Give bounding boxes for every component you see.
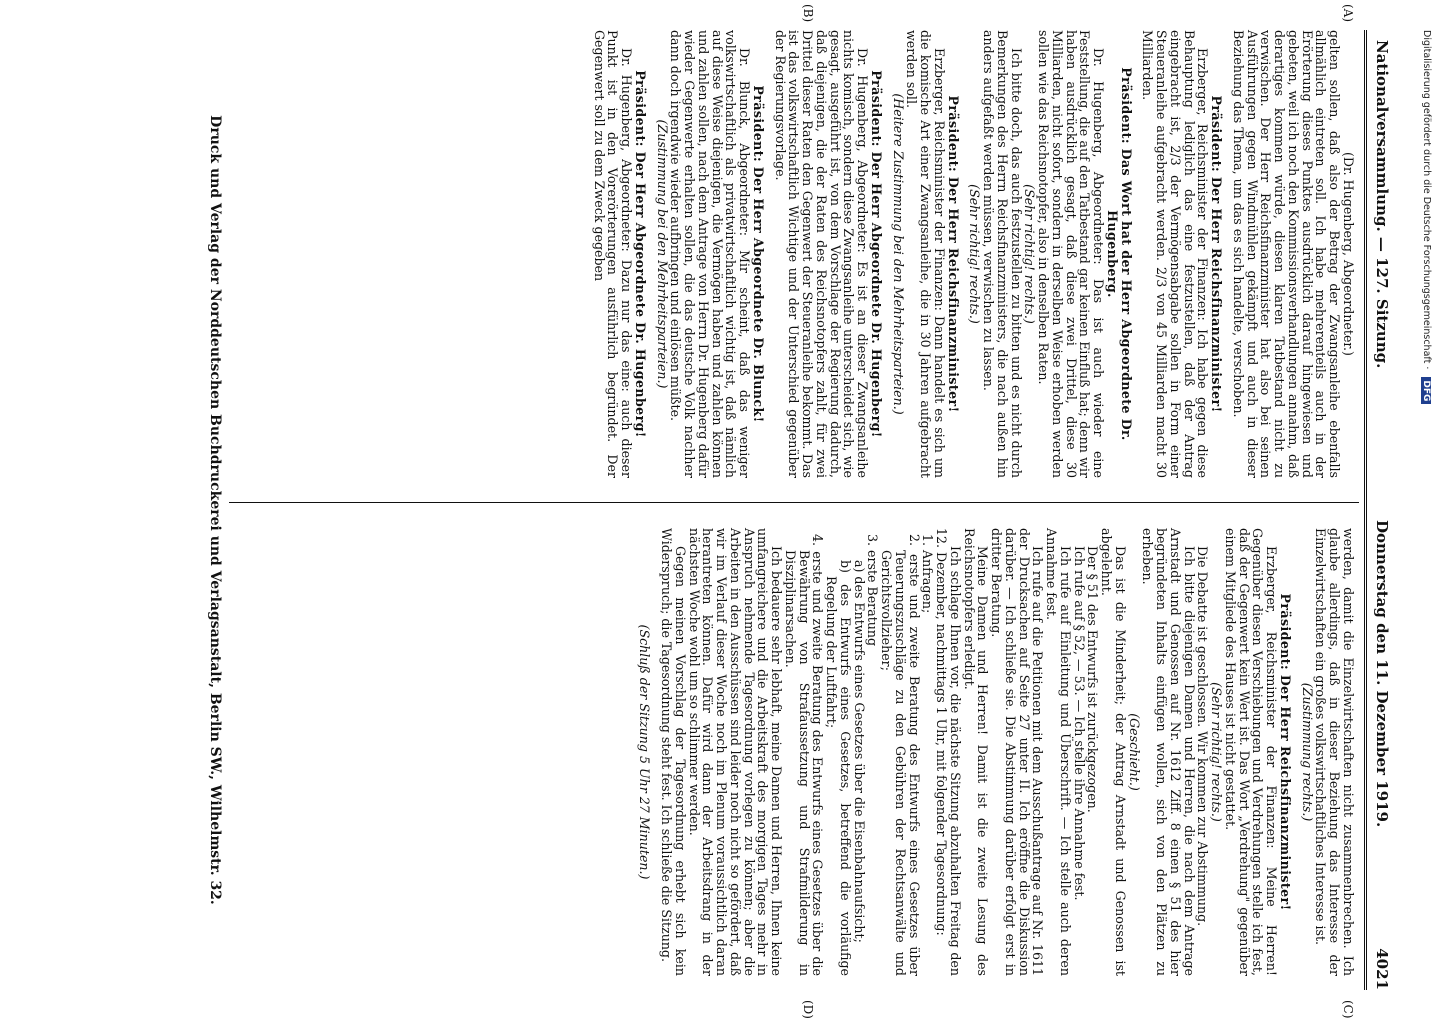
paragraph: Dr. Hugenberg, Abgeordneter: Dazu nur das eine: auch dieser Punkt ist in den Vorerörterungen ausführlich begründet. Der Gegenwert soll zu dem Zweck gegeben — [591, 30, 635, 478]
interjection: (Geschieht.) — [1126, 713, 1142, 791]
paragraph: Ich schlage Ihnen vor, die nächste Sitzung abzuhalten Freitag den 12. Dezember, nachmittags 1 Uhr, mit folgender Tagesordnung: — [934, 528, 963, 976]
header-date: Donnerstag den 11. Dezember 1919. — [1373, 520, 1391, 828]
paragraph: Ich rufe auf die Petitionen mit dem Ausschußantrage auf Nr. 1611 der Drucksachen auf Seite 27 unter II. Ich eröffne die Diskussion darüber. — Ich schließe sie. Die Abstimmung darüber erfolgt erst in dritter Beratung. — [989, 528, 1046, 976]
digitization-note-text: Digitalisierung gefördert durch die Deutsche Forschungsgemeinschaft · — [1421, 30, 1432, 370]
paragraph: Ich bitte diejenigen Damen und Herren, die nach dem Antrage Arnstadt und Genossen auf Nr. 1612 Ziff. 8 einen § 51 des hier begründeten Inhalts einfügen wollen, sich von den Plätzen zu erheben. — [1140, 528, 1197, 976]
margin-mark-d: (D) — [801, 1000, 815, 1019]
margin-mark-a: (A) — [1341, 4, 1355, 23]
margin-mark-b: (B) — [801, 4, 815, 23]
agenda-item: 2. erste und zweite Beratung des Entwurfs eines Gesetzes über Teuerungszuschläge zu den Gebühren der Rechtsanwälte und Gerichtsvollzieher; — [879, 534, 922, 976]
page-number: 4021 — [1373, 948, 1391, 990]
president-line: Präsident: Der Herr Abgeordnete Dr. Blunck! — [751, 85, 766, 423]
right-column — [230, 528, 1355, 976]
interjection: (Sehr richtig! rechts.) — [1209, 682, 1225, 822]
president-line: Präsident: Der Herr Reichsfinanzminister! — [1209, 95, 1225, 413]
paragraph: gelten sollen, daß also der Betrag der Zwangsanleihe ebenfalls allmählich eintreten soll. Ich habe mehrerenteils auch in der Erörterung dieses Punktes ausdrücklich darauf hingewiesen und gebeten, weil ich noch den Kommissionsverhandlungen annahm, daß derartiges kommen würde, diesen klaren Tatbestand nicht zu verwischen. Der Herr Reichsfinanzminister hat also bei seinen Ausführungen gegen Windmühlen gekämpft und auch in dieser Beziehung das Thema, um das es sich handelte, verschoben. — [1231, 30, 1343, 478]
speaker-note: (Dr. Hugenberg, Abgeordneter.) — [1341, 152, 1356, 356]
rotated-print-area — [145, 4, 1395, 1019]
interjection: (Heitere Zustimmung bei den Mehrheitsparteien.) — [890, 93, 906, 415]
agenda-item: 4. erste und zweite Beratung des Entwurfs eines Gesetzes über die Bewährung von Strafaussetzung und Strafmilderung in Disziplinarsachen. — [783, 534, 826, 976]
paragraph: Ich bedauere sehr lebhaft, meine Damen und Herren, Ihnen keine umfangreichere und die Arbeitskraft des morgigen Tages mehr in Anspruch nehmende Tagesordnung vorlegen zu können; aber die Arbeiten in den Ausschüssen sind leider noch nicht so gefördert, daß wir im Verlauf dieser Woche noch im Plenum voraussichtlich daran herantreten können. Dafür wird dann der Arbeitsdrang in der nächsten Woche wohl um so schlimmer werden. — [686, 528, 785, 976]
president-line: Präsident: Der Herr Abgeordnete Dr. Hugenberg! — [869, 70, 884, 438]
paragraph: Ich rufe auf § 52, — 53. — Ich stelle ihre Annahme fest. — [1071, 546, 1087, 901]
paragraph: Ich rufe auf Einleitung und Überschrift. — Ich stelle auch deren Annahme fest. — [1044, 528, 1073, 976]
paragraph: Der § 51 des Entwurfs ist zurückgezogen. — [1085, 546, 1101, 813]
header-rule — [1364, 30, 1367, 990]
interjection: (Sehr richtig! rechts.) — [967, 184, 983, 324]
interjection: (Zustimmung rechts.) — [1299, 682, 1315, 822]
president-line: Präsident: Der Herr Reichsfinanzminister! — [1278, 593, 1293, 911]
paragraph: Erzberger, Reichsminister der Finanzen: Meine Herren! Gegenüber diesen Verschiebungen und Verdrehungen stelle ich fest, daß der Gegenwert kein Wert ist. Das Wort „Verdrehung" gegenüber einem Mitgliede des Hauses ist nicht gestattet. — [1223, 528, 1280, 976]
agenda-subitem: a) des Entwurfs eines Gesetzes über die Eisenbahnaufsicht; — [851, 560, 867, 943]
president-line: Präsident: Das Wort hat der Herr Abgeordnete Dr. Hugenberg. — [1105, 67, 1134, 441]
interjection: (Sehr richtig! rechts.) — [1022, 184, 1038, 324]
digitization-note — [1418, 30, 1432, 995]
paragraph: Die Debatte ist geschlossen. Wir kommen zur Abstimmung. — [1195, 546, 1211, 927]
paragraph: Gegen meinen Vorschlag der Tagesordnung erhebt sich kein Widerspruch; die Tagesordnung steht fest. Ich schließe die Sitzung. — [659, 528, 688, 976]
interjection: (Zustimmung bei den Mehrheitsparteien.) — [654, 119, 670, 389]
agenda-subitem: b) des Entwurfs eines Gesetzes, betreffend die vorläufige Regelung der Luftfahrt; — [824, 560, 853, 976]
left-column — [230, 30, 1355, 478]
column-divider — [229, 502, 1359, 503]
paragraph: Dr. Blunck, Abgeordneter: Mir scheint, daß das weniger volkswirtschaftlich als privatwirtschaftlich wichtig ist, daß nämlich auf diese Weise diejenigen, die Vermögen haben und zahlen können und zahlen sollen, nach dem Antrage von Herrn Dr. Hugenberg dafür wieder Gegenwerte erhalten sollen, die das deutsche Volk nachher dann doch irgendwie wieder aufbringen und einlösen müßte. — [668, 30, 753, 478]
paragraph: Ich bitte doch, das auch festzustellen zu bitten und es nicht durch Bemerkungen des Herrn Reichsfinanzministers, die nach außen hin anders aufgefaßt werden müssen, verwischen zu lassen. — [981, 30, 1024, 478]
president-line: Präsident: Der Herr Abgeordnete Dr. Hugenberg! — [633, 70, 648, 438]
margin-mark-c: (C) — [1341, 1000, 1355, 1019]
header-title: Nationalversammlung. — 127. Sitzung. — [1373, 40, 1391, 369]
paragraph: Erzberger, Reichsminister der Finanzen: Ich habe gegen diese Behauptung lediglich das eine festzustellen, daß der Antrag eingebracht ist, 2/3 der Vermögensabgabe sollen in Form einer Steueranleihe aufgebracht werden. 2/3 von 45 Milliarden macht 30 Milliarden. — [1140, 30, 1211, 478]
agenda-item: 3. erste Beratung — [865, 534, 881, 647]
paragraph: Erzberger, Reichsminister der Finanzen: Dann handelt es sich um die komische Art einer Zwangsanleihe, die in 30 Jahren aufgebracht werden soll. — [904, 30, 947, 478]
paragraph: werden, damit die Einzelwirtschaften nicht zusammenbrechen. Ich glaube allerdings, daß in dieser Beziehung das Interesse der Einzelwirtschaften ein großes volkswirtschaftliches Interesse ist. — [1313, 528, 1356, 976]
president-line: Präsident: Der Herr Reichsfinanzminister! — [945, 95, 961, 413]
paragraph: Dr. Hugenberg, Abgeordneter: Es ist an dieser Zwangsanleihe nichts komisch, sondern diese Zwangsanleihe unterscheidet sich, wie gesagt, ausgeführt ist, von dem Vorschlage der Regierung dadurch, daß diejenigen, die der Raten des Reichsnotopfers zahlt, für zwei Drittel dieser Raten den Gegenwert der Steueranleihe bekommt. Das ist das volkswirtschaftlich Wichtige und der Unterschied gegenüber der Regierungsvorlage. — [772, 30, 871, 478]
running-header — [1365, 30, 1395, 990]
paragraph: Meine Damen und Herren! Damit ist die zweite Lesung des Reichsnotopfers erledigt. — [961, 528, 991, 976]
closing-note: (Schluß der Sitzung 5 Uhr 27 Minuten.) — [637, 624, 653, 880]
dfg-logo: DFG — [1421, 377, 1431, 404]
imprint-footer: Druck und Verlag der Norddeutschen Buchdruckerei und Verlagsanstalt, Berlin SW., Wilhelmstr. 32. — [207, 115, 223, 905]
agenda-item: 1. Anfragen; — [920, 534, 936, 614]
paragraph: Das ist die Minderheit; der Antrag Arnstadt und Genossen ist abgelehnt. — [1099, 528, 1128, 976]
paragraph: Dr. Hugenberg, Abgeordneter: Das ist auch wieder eine Feststellung, die auf den Tatbestand gar keinen Einfluß hat; denn wir haben ausdrücklich gesagt, daß diese zwei Drittel, diese 30 Milliarden, nicht sofort, sondern in derselben Weise erhoben werden sollen wie das Reichsnotopfer, also in denselben Raten. — [1036, 30, 1107, 478]
